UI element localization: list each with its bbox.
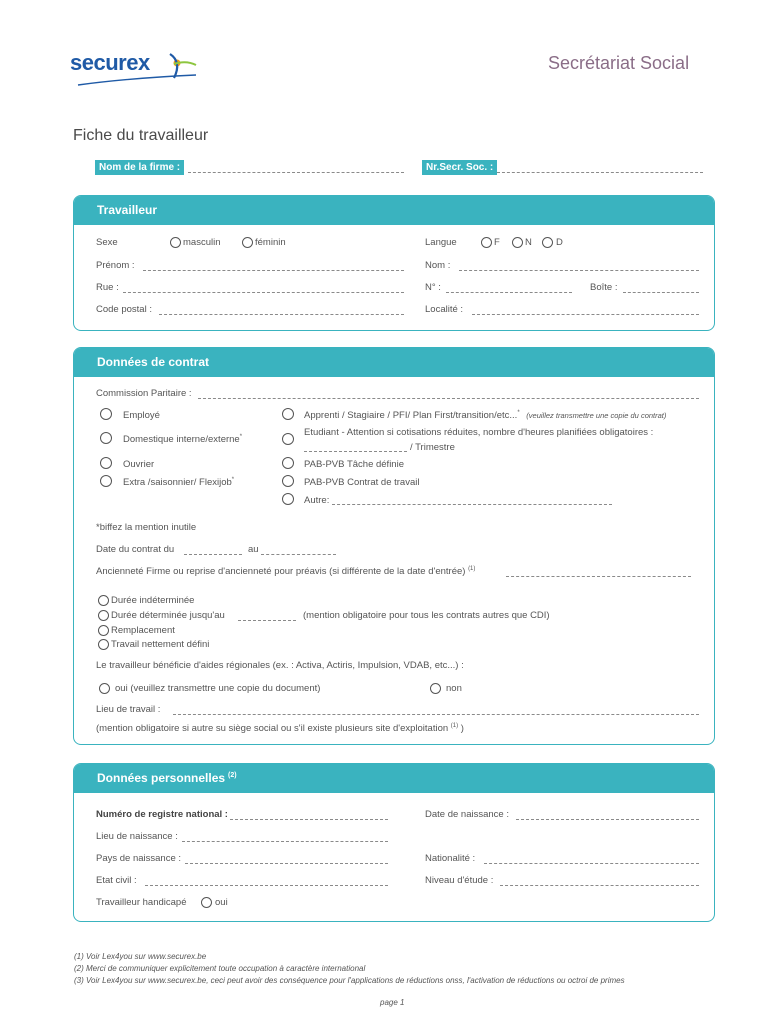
niveau-etude-input[interactable] <box>500 885 699 886</box>
logo-swoosh-icon <box>70 48 205 90</box>
section-title-ref: (2) <box>228 772 237 779</box>
lieu-ref: (1) <box>450 723 459 729</box>
localite-input[interactable] <box>472 314 699 315</box>
logo-text: securex <box>70 50 150 75</box>
footnote-2: (2) Merci de communiquer explicitement toute occupation à caractère international <box>74 964 366 973</box>
extra-label: Extra /saisonnier/ Flexijob <box>123 477 232 489</box>
date-from-input[interactable] <box>184 554 242 555</box>
footnote-3: (3) Voir Lex4you sur www.securex.be, ceci peut avoir des conséquence pour l'applications de réductions onss, l'activation de réductions ou octroi de primes <box>74 976 625 985</box>
lang-d-label: D <box>556 237 563 248</box>
apprenti-radio[interactable] <box>282 408 294 420</box>
domestique-label: Domestique interne/externe <box>123 434 240 446</box>
anciennete-row <box>96 566 475 577</box>
nationalite-input[interactable] <box>484 863 699 864</box>
travail-defini-radio[interactable] <box>98 639 109 650</box>
employe-radio[interactable] <box>100 408 112 420</box>
ouvrier-radio[interactable] <box>100 457 112 469</box>
autre-radio[interactable] <box>282 493 294 505</box>
page-title: Fiche du travailleur <box>73 127 209 144</box>
secr-input[interactable] <box>497 172 703 173</box>
pab-contrat-label: PAB-PVB Contrat de travail <box>304 477 420 488</box>
rue-label: Rue : <box>96 282 119 293</box>
footnote-1: (1) Voir Lex4you sur www.securex.be <box>74 952 207 961</box>
apprenti-row <box>304 410 666 421</box>
domestique-mark: * <box>239 434 243 440</box>
handicape-oui-radio[interactable] <box>201 897 212 908</box>
pays-naissance-label: Pays de naissance : <box>96 853 182 864</box>
numero-label: N° : <box>425 282 441 293</box>
masculin-label: masculin <box>183 237 221 248</box>
cdi-radio[interactable] <box>98 595 109 606</box>
lieu-close: ) <box>460 723 464 735</box>
section-travailleur <box>73 195 715 331</box>
lieu-travail-input[interactable] <box>173 714 699 715</box>
lang-f-label: F <box>494 237 500 248</box>
lieu-travail-label: Lieu de travail : <box>96 704 161 715</box>
section-title: Données de contrat <box>97 355 210 369</box>
extra-mark: * <box>231 477 235 483</box>
lieu-note-row <box>96 723 464 734</box>
date-naissance-input[interactable] <box>516 819 699 820</box>
boite-label: Boîte : <box>590 282 618 293</box>
code-postal-input[interactable] <box>159 314 404 315</box>
commission-label: Commission Paritaire : <box>96 388 192 399</box>
aides-oui-radio[interactable] <box>99 683 110 694</box>
extra-row <box>123 477 234 488</box>
apprenti-mark: * <box>517 410 520 416</box>
cdd-date-input[interactable] <box>238 620 296 621</box>
remplacement-label: Remplacement <box>111 625 175 636</box>
pays-naissance-input[interactable] <box>185 863 388 864</box>
sexe-label: Sexe <box>96 237 118 248</box>
code-postal-label: Code postal : <box>96 304 152 315</box>
langue-label: Langue <box>425 237 457 248</box>
page-number: page 1 <box>380 998 405 1007</box>
nom-input[interactable] <box>459 270 699 271</box>
cdd-radio[interactable] <box>98 610 109 621</box>
date-au-label: au <box>248 544 259 555</box>
pab-tache-radio[interactable] <box>282 457 294 469</box>
boite-input[interactable] <box>623 292 699 293</box>
cdi-label: Durée indéterminée <box>111 595 195 606</box>
domestique-radio[interactable] <box>100 432 112 444</box>
firm-label: Nom de la firme : <box>95 160 184 175</box>
ouvrier-label: Ouvrier <box>123 459 155 470</box>
date-contrat-label: Date du contrat du <box>96 544 175 555</box>
remplacement-radio[interactable] <box>98 625 109 636</box>
etat-civil-label: Etat civil : <box>96 875 137 886</box>
apprenti-note: (veuillez transmettre une copie du contrat) <box>526 411 667 421</box>
lieu-naissance-input[interactable] <box>182 841 388 842</box>
autre-input[interactable] <box>332 504 612 505</box>
domestique-row <box>123 434 242 445</box>
etudiant-hours-input[interactable] <box>304 451 407 452</box>
secr-label: Nr.Secr. Soc. : <box>422 160 497 175</box>
niveau-etude-label: Niveau d'étude : <box>425 875 494 886</box>
extra-radio[interactable] <box>100 475 112 487</box>
pab-tache-label: PAB-PVB Tâche définie <box>304 459 404 470</box>
date-to-input[interactable] <box>261 554 336 555</box>
section-title-text: Données personnelles <box>97 771 226 785</box>
section-header <box>74 196 714 225</box>
apprenti-label: Apprenti / Stagiaire / PFI/ Plan First/transition/etc... <box>304 410 518 422</box>
anciennete-input[interactable] <box>506 576 691 577</box>
anciennete-label: Ancienneté Firme ou reprise d'ancienneté pour préavis (si différente de la date d'entrée) <box>96 566 466 578</box>
handicape-oui-label: oui <box>215 897 228 908</box>
aides-oui-label: oui (veuillez transmettre une copie du document) <box>115 683 321 694</box>
aides-label: Le travailleur bénéficie d'aides régionales (ex. : Activa, Actiris, Impulsion, VDAB, etc...) : <box>96 660 464 671</box>
rue-input[interactable] <box>123 292 404 293</box>
lieu-naissance-label: Lieu de naissance : <box>96 831 178 842</box>
etudiant-label: Etudiant - Attention si cotisations réduites, nombre d'heures planifiées obligatoires : <box>304 427 654 438</box>
secretariat-title: Secrétariat Social <box>548 53 690 73</box>
lieu-note: (mention obligatoire si autre su siège social ou s'il existe plusieurs site d'exploitation <box>96 723 449 735</box>
handicape-label: Travailleur handicapé <box>96 897 187 908</box>
masculin-radio[interactable] <box>170 237 181 248</box>
lang-f-radio[interactable] <box>481 237 492 248</box>
prenom-input[interactable] <box>143 270 404 271</box>
numero-input[interactable] <box>446 292 572 293</box>
aides-non-radio[interactable] <box>430 683 441 694</box>
cdd-note: (mention obligatoire pour tous les contrats autres que CDI) <box>303 610 550 621</box>
lang-n-label: N <box>525 237 532 248</box>
nom-label: Nom : <box>425 260 451 271</box>
etudiant-trimestre: / Trimestre <box>410 442 455 453</box>
etudiant-radio[interactable] <box>282 433 294 445</box>
employe-label: Employé <box>123 410 160 421</box>
registre-label: Numéro de registre national : <box>96 809 228 820</box>
travail-defini-label: Travail nettement défini <box>111 639 210 650</box>
prenom-label: Prénom : <box>96 260 135 271</box>
registre-input[interactable] <box>230 819 388 820</box>
commission-input[interactable] <box>198 398 699 399</box>
nationalite-label: Nationalité : <box>425 853 476 864</box>
localite-label: Localité : <box>425 304 464 315</box>
autre-label: Autre: <box>304 495 330 506</box>
section-title <box>97 771 237 785</box>
biffez-note: *biffez la mention inutile <box>96 522 197 533</box>
firm-input[interactable] <box>188 172 404 173</box>
feminin-radio[interactable] <box>242 237 253 248</box>
pab-contrat-radio[interactable] <box>282 475 294 487</box>
securex-logo <box>70 48 205 90</box>
aides-non-label: non <box>446 683 462 694</box>
date-naissance-label: Date de naissance : <box>425 809 509 820</box>
etat-civil-input[interactable] <box>145 885 388 886</box>
lang-n-radio[interactable] <box>512 237 523 248</box>
feminin-label: féminin <box>255 237 286 248</box>
lang-d-radio[interactable] <box>542 237 553 248</box>
section-title: Travailleur <box>97 203 158 217</box>
cdd-label: Durée déterminée jusqu'au <box>111 610 225 621</box>
anciennete-ref: (1) <box>468 566 476 572</box>
